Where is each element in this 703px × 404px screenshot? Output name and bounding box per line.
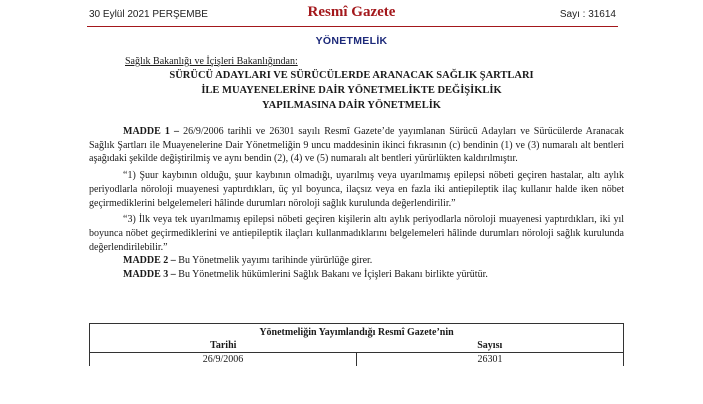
- publication-table: [89, 323, 624, 366]
- publication-issue-value: 26301: [477, 354, 503, 365]
- article-3: [89, 268, 624, 282]
- regulation-title: [0, 68, 703, 113]
- publication-table-heading: Yönetmeliğin Yayımlandığı Resmî Gazete’nin: [259, 327, 454, 338]
- header-date: 30 Eylül 2021 PERŞEMBE: [89, 9, 208, 20]
- gazette-title: Resmî Gazete: [307, 4, 396, 20]
- article-2: [89, 254, 624, 268]
- publication-date-value: 26/9/2006: [90, 353, 357, 366]
- quoted-subclause-1: “1) Şuur kaybının olduğu, şuur kaybının olmadığı, uyarılmış veya uyarılmamış epilepsi nöbeti geçiren hastalar, altı aylık periyodlarla nöroloji muayenesi yaptırdıkları, üç yıl boyunca, ilaçsız veya en fazla iki antiepileptik ilaç kullanır halde iken nöbet geçirmediklerini belgelemeleri hâlinde durumları nöroloji sağlık kurulunda değerlendirilir.”: [89, 170, 624, 209]
- article-label: MADDE 1 –: [123, 126, 179, 137]
- article-text: 26/9/2006 tarihli ve 26301 sayılı Resmî Gazete’de yayımlanan Sürücü Adayları ve Sürücülerde Aranacak Sağlık Şartları ile Muayenelerine Dair Yönetmeliğin 9 uncu maddesinin ikinci fıkrasının (c) bendinin (1) ve (3) numaralı alt bentleri aşağıdaki şekilde değiştirilmiş ve aynı bendin (2), (4) ve (5) numaralı alt bentleri yürürlükten kaldırılmıştır.: [89, 126, 624, 165]
- article-text: Bu Yönetmelik yayımı tarihinde yürürlüğe girer.: [175, 255, 373, 267]
- issuing-ministry: Sağlık Bakanlığı ve İçişleri Bakanlığından:: [125, 56, 298, 67]
- title-line: İLE MUAYENELERİNE DAİR YÖNETMELİKTE DEĞİŞİKLİK: [201, 85, 502, 96]
- title-line: YAPILMASINA DAİR YÖNETMELİK: [262, 100, 441, 111]
- title-line: SÜRÜCÜ ADAYLARI VE SÜRÜCÜLERDE ARANACAK SAĞLIK ŞARTLARI: [169, 70, 534, 81]
- regulation-body: [89, 125, 624, 282]
- header-divider: [87, 26, 618, 27]
- gazette-header: [0, 0, 703, 24]
- column-header-issue: Sayısı: [477, 340, 503, 351]
- table-row: [90, 352, 623, 366]
- quoted-subclause-3: “3) İlk veya tek uyarılmamış epilepsi nöbeti geçiren kişilerin altı aylık periyodlarla nöroloji muayenesi yaptırdıkları, iki yıl boyunca nöbet geçirmediklerini ve antiepileptik ilaçları kullanmadıklarını belgelemeleri hâlinde durumları nöroloji sağlık kurulunda değerlendirilebilir.”: [89, 214, 624, 253]
- section-heading: YÖNETMELİK: [315, 35, 388, 47]
- article-text: Bu Yönetmelik hükümlerini Sağlık Bakanı ve İçişleri Bakanı birlikte yürütür.: [175, 269, 488, 281]
- issue-number: Sayı : 31614: [559, 9, 616, 20]
- article-label: MADDE 2 –: [123, 255, 176, 267]
- table-row: [90, 339, 623, 352]
- article-label: MADDE 3 –: [123, 269, 176, 281]
- column-header-date: Tarihi: [210, 340, 237, 351]
- article-1: [89, 125, 624, 166]
